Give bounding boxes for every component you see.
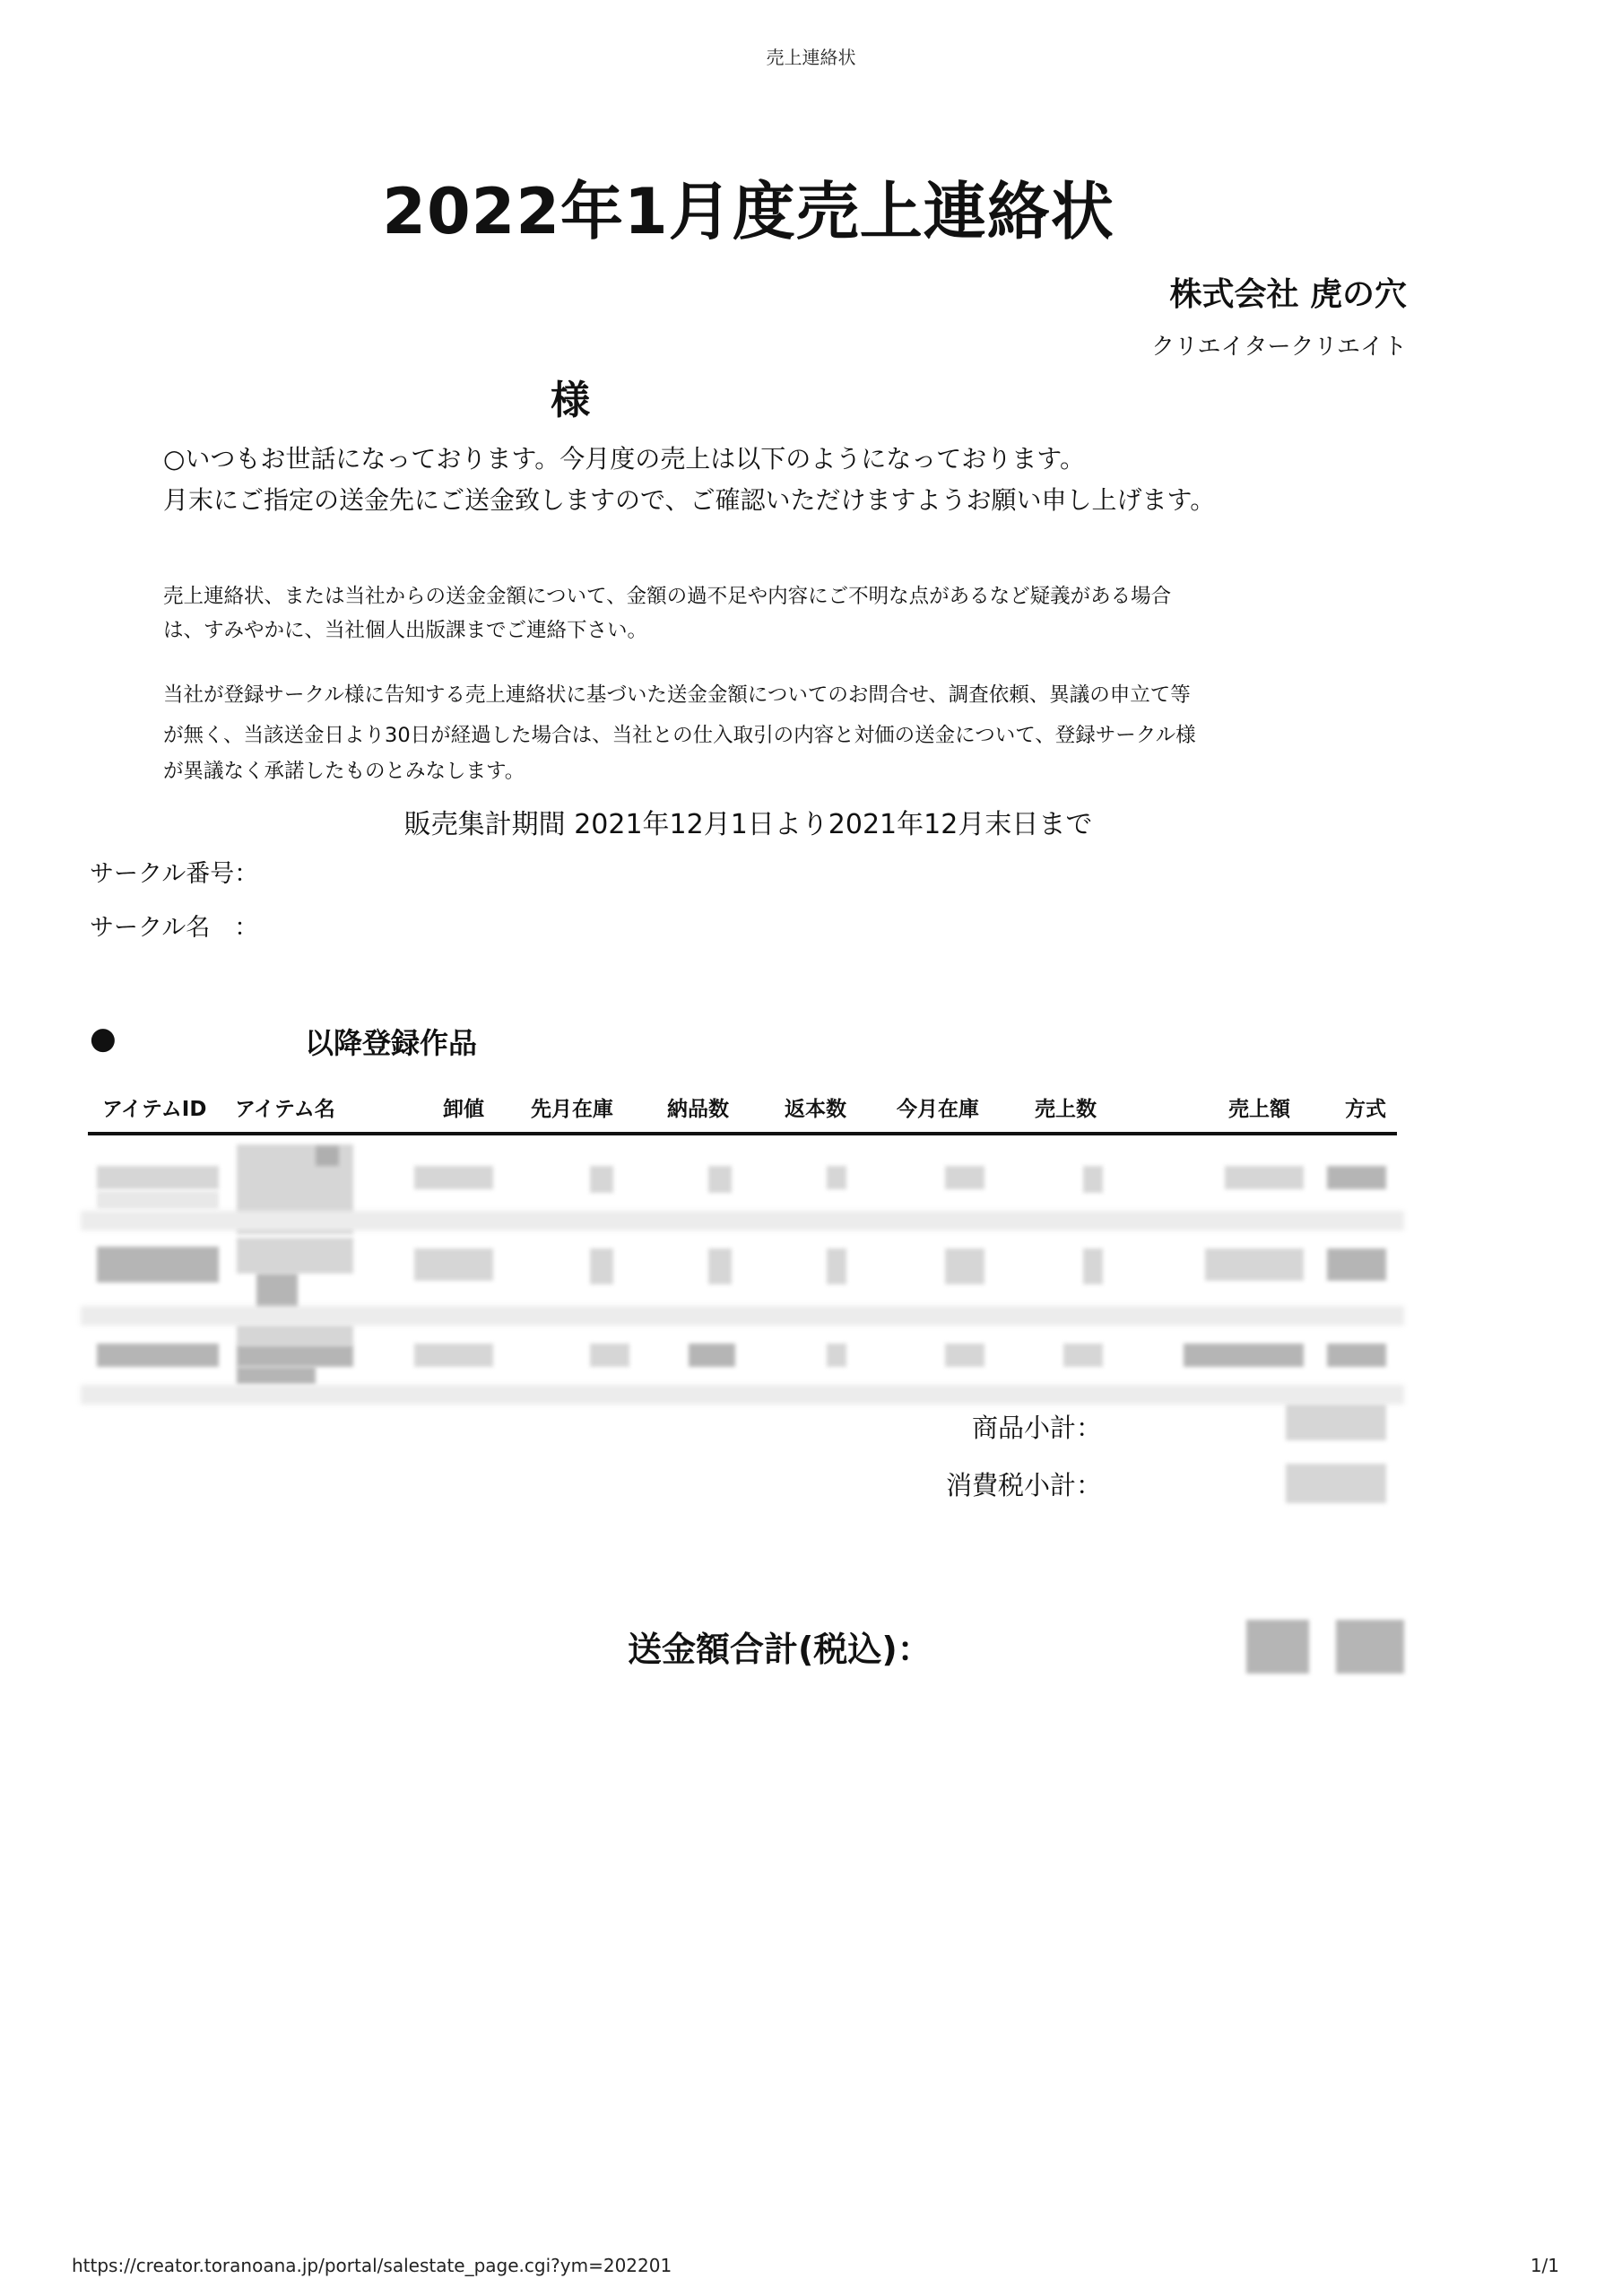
circle-name-label: サークル名 ： (90, 914, 259, 942)
notice-2-line-1: 当社が登録サークル様に告知する売上連絡状に基づいた送金金額についてのお問合せ、調査依頼、異議の申立て等 (163, 683, 1191, 707)
column-header-wholesale: 卸値 (443, 1098, 484, 1121)
redacted-cell (945, 1344, 984, 1367)
row-separator (81, 1211, 1404, 1231)
redacted-cell (414, 1344, 493, 1367)
redacted-cell (237, 1326, 353, 1345)
company-name: 株式会社 虎の穴 (1169, 276, 1407, 313)
redacted-cell (827, 1166, 846, 1189)
redacted-cell (97, 1247, 219, 1283)
table-header-rule (88, 1132, 1397, 1135)
column-header-sales-amount: 売上額 (1228, 1098, 1290, 1121)
row-separator (81, 1306, 1404, 1326)
recipient-honorific: 様 (551, 378, 590, 423)
redacted-cell (1327, 1248, 1386, 1281)
section-bullet: ● (90, 1021, 117, 1057)
redacted-cell (689, 1344, 735, 1367)
redacted-tax-value (1286, 1464, 1386, 1503)
column-header-delivered: 納品数 (667, 1098, 729, 1121)
redacted-cell (237, 1238, 353, 1274)
column-header-item-name: アイテム名 (235, 1098, 335, 1121)
redacted-cell (708, 1166, 732, 1193)
greeting-line-2: 月末にご指定の送金先にご送金致しますので、ご確認いただけますようお願い申し上げます。 (163, 485, 1216, 515)
redacted-cell (256, 1274, 298, 1309)
footer-url: https://creator.toranoana.jp/portal/salestate_page.cgi?ym=202201 (72, 2255, 672, 2276)
greeting-line-1: ○いつもお世話になっております。今月度の売上は以下のようになっております。 (163, 444, 1085, 474)
notice-2-line-2: が無く、当該送金日より30日が経過した場合は、当社との仕入取引の内容と対価の送金について、登録サークル様 (163, 724, 1196, 747)
redacted-cell (827, 1248, 846, 1284)
redacted-cell (1225, 1166, 1304, 1189)
column-header-current-stock: 今月在庫 (897, 1098, 979, 1121)
redacted-cell (97, 1344, 219, 1367)
redacted-cell (1184, 1344, 1304, 1367)
department-name: クリエイタークリエイト (1151, 334, 1407, 361)
circle-number-label: サークル番号： (90, 860, 259, 888)
document-title: 2022年1月度売上連絡状 (382, 175, 1115, 248)
notice-2-line-3: が異議なく承諾したものとみなします。 (163, 760, 525, 783)
sales-period: 販売集計期間 2021年12月1日より2021年12月末日まで (403, 809, 1093, 840)
redacted-cell (1083, 1248, 1103, 1284)
redacted-cell (97, 1166, 219, 1189)
redacted-cell (1205, 1248, 1304, 1281)
redacted-cell (590, 1166, 613, 1193)
column-header-item-id: アイテムID (102, 1098, 207, 1121)
redacted-cell (414, 1248, 493, 1281)
redacted-cell (237, 1345, 353, 1367)
footer-page-number: 1/1 (1530, 2255, 1559, 2276)
tax-subtotal-label: 消費税小計： (945, 1470, 1102, 1500)
redacted-total-value (1246, 1620, 1309, 1674)
redacted-total-value (1336, 1620, 1404, 1674)
redacted-cell (590, 1248, 613, 1284)
page-header-title: 売上連絡状 (766, 47, 856, 68)
redacted-cell (945, 1166, 984, 1189)
redacted-cell (237, 1367, 316, 1385)
redacted-cell (708, 1248, 732, 1284)
column-header-returned: 返本数 (785, 1098, 846, 1121)
redacted-cell (316, 1146, 339, 1166)
redacted-cell (1063, 1344, 1103, 1367)
column-header-prev-stock: 先月在庫 (531, 1098, 613, 1121)
redacted-cell (590, 1344, 629, 1367)
notice-1-line-1: 売上連絡状、または当社からの送金金額について、金額の過不足や内容にご不明な点があるなど疑義がある場合 (163, 585, 1172, 608)
notice-1-line-2: は、すみやかに、当社個人出版課までご連絡下さい。 (163, 619, 648, 642)
redacted-cell (827, 1344, 846, 1367)
column-header-method: 方式 (1345, 1098, 1386, 1121)
section-title: 以降登録作品 (305, 1026, 478, 1060)
redacted-cell (414, 1166, 493, 1189)
total-label: 送金額合計(税込)： (628, 1630, 932, 1669)
redacted-cell (1327, 1166, 1386, 1189)
column-header-sold: 売上数 (1035, 1098, 1097, 1121)
row-separator (81, 1385, 1404, 1405)
redacted-subtotal-value (1286, 1405, 1386, 1440)
redacted-cell (1327, 1344, 1386, 1367)
subtotal-label: 商品小計： (971, 1413, 1102, 1443)
redacted-cell (945, 1248, 984, 1284)
redacted-cell (97, 1191, 219, 1209)
redacted-cell (1083, 1166, 1103, 1193)
